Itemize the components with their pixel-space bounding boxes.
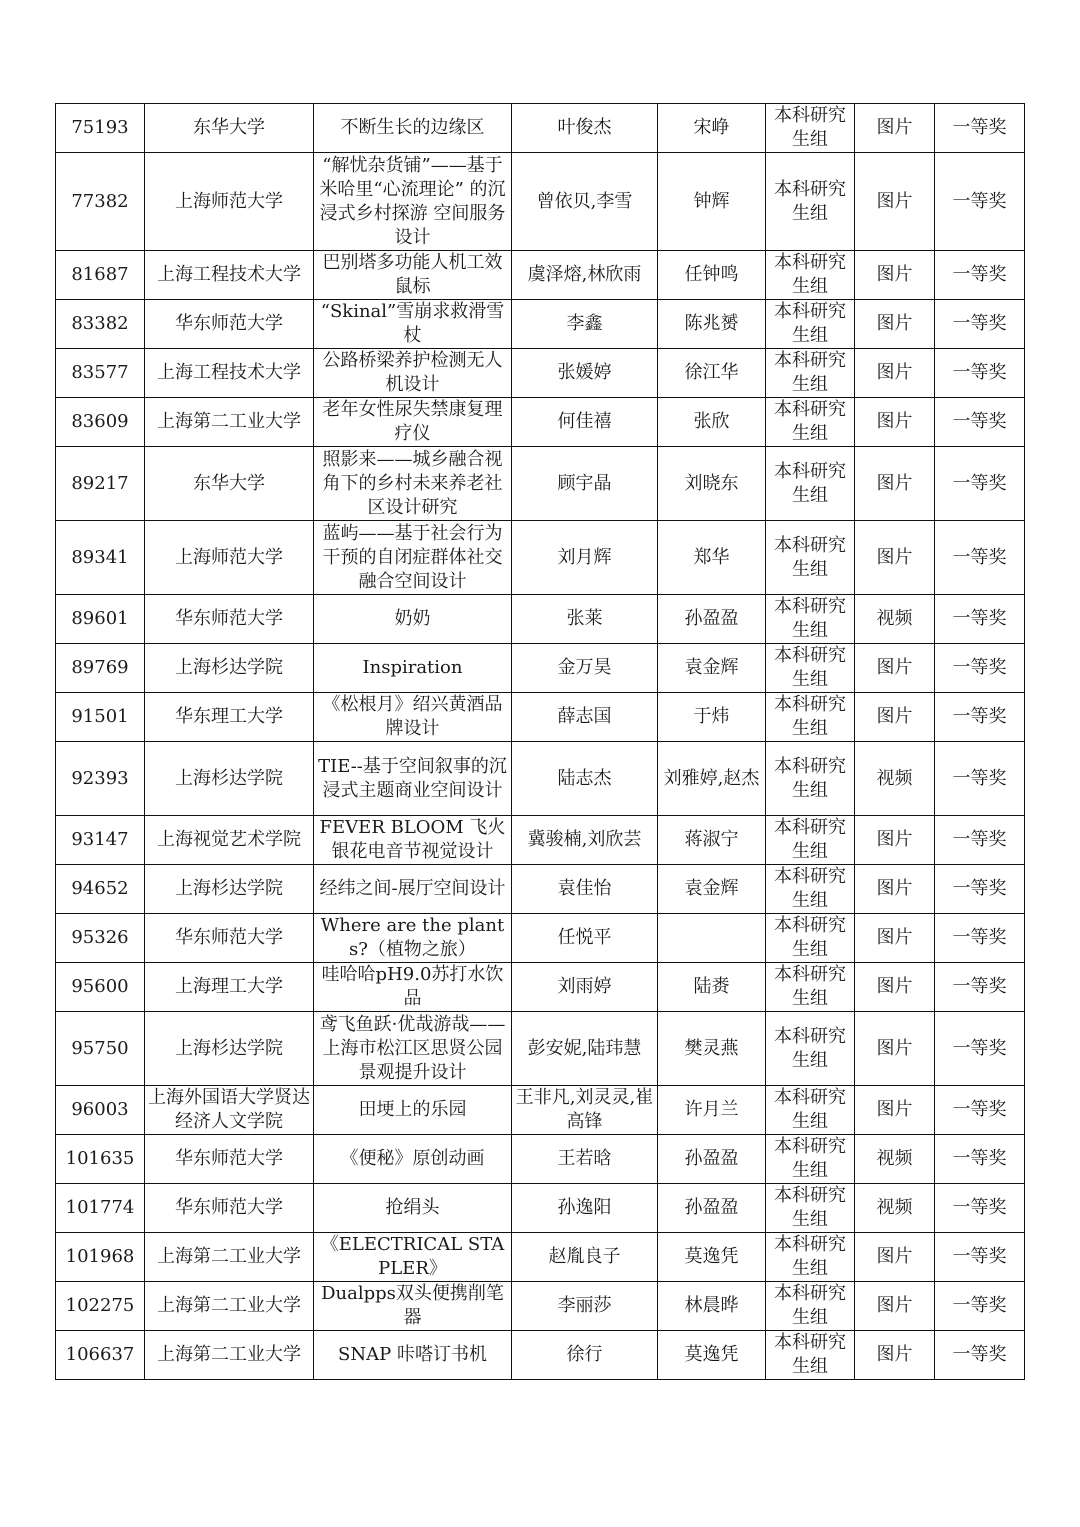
cell-type: 视频 — [855, 1184, 935, 1233]
cell-group: 本科研究生组 — [766, 1012, 855, 1086]
cell-advisor: 钟辉 — [658, 153, 766, 251]
cell-authors: 彭安妮,陆玮慧 — [512, 1012, 658, 1086]
cell-group: 本科研究生组 — [766, 251, 855, 300]
table-row — [56, 693, 1025, 742]
cell-authors: 赵胤良子 — [512, 1233, 658, 1282]
cell-work-title: 巴别塔多功能人机工效鼠标 — [314, 251, 512, 300]
cell-work-title: 《松根月》绍兴黄酒品牌设计 — [314, 693, 512, 742]
cell-group: 本科研究生组 — [766, 1233, 855, 1282]
cell-work-title: 田埂上的乐园 — [314, 1086, 512, 1135]
cell-award: 一等奖 — [935, 816, 1025, 865]
cell-school: 上海第二工业大学 — [145, 1331, 314, 1380]
table-row — [56, 447, 1025, 521]
cell-group: 本科研究生组 — [766, 521, 855, 595]
cell-authors: 李鑫 — [512, 300, 658, 349]
cell-type: 图片 — [855, 521, 935, 595]
cell-work-title: Where are the plants?（植物之旅） — [314, 914, 512, 963]
table-row — [56, 104, 1025, 153]
cell-advisor: 宋峥 — [658, 104, 766, 153]
table-row — [56, 963, 1025, 1012]
cell-authors: 袁佳怡 — [512, 865, 658, 914]
cell-type: 视频 — [855, 1135, 935, 1184]
cell-authors: 刘月辉 — [512, 521, 658, 595]
table-row — [56, 742, 1025, 816]
cell-school: 上海师范大学 — [145, 153, 314, 251]
cell-award: 一等奖 — [935, 1331, 1025, 1380]
cell-advisor: 孙盈盈 — [658, 595, 766, 644]
cell-work-title: 照影来——城乡融合视角下的乡村未来养老社区设计研究 — [314, 447, 512, 521]
cell-advisor: 樊灵燕 — [658, 1012, 766, 1086]
cell-award: 一等奖 — [935, 644, 1025, 693]
cell-advisor: 林晨晔 — [658, 1282, 766, 1331]
cell-type: 图片 — [855, 251, 935, 300]
cell-award: 一等奖 — [935, 742, 1025, 816]
cell-work-id: 89217 — [56, 447, 145, 521]
cell-type: 图片 — [855, 914, 935, 963]
cell-work-id: 101774 — [56, 1184, 145, 1233]
cell-type: 图片 — [855, 1233, 935, 1282]
cell-school: 华东师范大学 — [145, 1135, 314, 1184]
cell-type: 图片 — [855, 963, 935, 1012]
cell-school: 华东理工大学 — [145, 693, 314, 742]
cell-work-id: 101968 — [56, 1233, 145, 1282]
cell-work-title: Inspiration — [314, 644, 512, 693]
cell-type: 图片 — [855, 398, 935, 447]
cell-award: 一等奖 — [935, 251, 1025, 300]
cell-advisor: 孙盈盈 — [658, 1184, 766, 1233]
cell-authors: 任悦平 — [512, 914, 658, 963]
cell-advisor: 刘晓东 — [658, 447, 766, 521]
cell-group: 本科研究生组 — [766, 153, 855, 251]
table-row — [56, 816, 1025, 865]
cell-advisor — [658, 914, 766, 963]
cell-school: 上海第二工业大学 — [145, 398, 314, 447]
table-row — [56, 1331, 1025, 1380]
cell-work-id: 106637 — [56, 1331, 145, 1380]
cell-advisor: 刘雅婷,赵杰 — [658, 742, 766, 816]
table-row — [56, 865, 1025, 914]
cell-type: 图片 — [855, 1012, 935, 1086]
cell-type: 图片 — [855, 104, 935, 153]
cell-group: 本科研究生组 — [766, 349, 855, 398]
cell-group: 本科研究生组 — [766, 1184, 855, 1233]
cell-school: 东华大学 — [145, 447, 314, 521]
cell-school: 上海师范大学 — [145, 521, 314, 595]
table-row — [56, 914, 1025, 963]
cell-work-title: Dualpps双头便携削笔器 — [314, 1282, 512, 1331]
cell-school: 上海理工大学 — [145, 963, 314, 1012]
cell-advisor: 陆赉 — [658, 963, 766, 1012]
cell-award: 一等奖 — [935, 153, 1025, 251]
cell-work-title: “解忧杂货铺”——基于米哈里“心流理论” 的沉浸式乡村探游 空间服务设计 — [314, 153, 512, 251]
cell-work-id: 89769 — [56, 644, 145, 693]
cell-work-title: 抢绢头 — [314, 1184, 512, 1233]
cell-work-id: 89341 — [56, 521, 145, 595]
cell-school: 上海视觉艺术学院 — [145, 816, 314, 865]
cell-work-title: 《ELECTRICAL STAPLER》 — [314, 1233, 512, 1282]
cell-advisor: 陈兆赟 — [658, 300, 766, 349]
award-list-page — [55, 103, 1024, 1380]
cell-type: 图片 — [855, 865, 935, 914]
cell-work-title: 经纬之间-展厅空间设计 — [314, 865, 512, 914]
table-row — [56, 153, 1025, 251]
cell-advisor: 徐江华 — [658, 349, 766, 398]
cell-award: 一等奖 — [935, 1086, 1025, 1135]
cell-work-title: 不断生长的边缘区 — [314, 104, 512, 153]
table-body — [56, 104, 1025, 1380]
cell-award: 一等奖 — [935, 1233, 1025, 1282]
cell-work-id: 83577 — [56, 349, 145, 398]
table-row — [56, 349, 1025, 398]
cell-award: 一等奖 — [935, 595, 1025, 644]
cell-work-title: FEVER BLOOM 飞火银花电音节视觉设计 — [314, 816, 512, 865]
table-row — [56, 521, 1025, 595]
cell-work-id: 93147 — [56, 816, 145, 865]
cell-work-title: 《便秘》原创动画 — [314, 1135, 512, 1184]
cell-type: 图片 — [855, 349, 935, 398]
cell-work-id: 95750 — [56, 1012, 145, 1086]
cell-school: 上海杉达学院 — [145, 865, 314, 914]
cell-work-title: TIE--基于空间叙事的沉浸式主题商业空间设计 — [314, 742, 512, 816]
cell-advisor: 许月兰 — [658, 1086, 766, 1135]
cell-school: 上海杉达学院 — [145, 742, 314, 816]
cell-type: 图片 — [855, 153, 935, 251]
cell-work-id: 95600 — [56, 963, 145, 1012]
cell-school: 华东师范大学 — [145, 1184, 314, 1233]
cell-work-id: 92393 — [56, 742, 145, 816]
cell-work-title: “Skinal”雪崩求救滑雪杖 — [314, 300, 512, 349]
cell-type: 视频 — [855, 742, 935, 816]
cell-award: 一等奖 — [935, 1135, 1025, 1184]
cell-school: 东华大学 — [145, 104, 314, 153]
cell-work-id: 83609 — [56, 398, 145, 447]
cell-advisor: 莫逸凭 — [658, 1331, 766, 1380]
cell-work-id: 89601 — [56, 595, 145, 644]
cell-work-id: 101635 — [56, 1135, 145, 1184]
cell-type: 图片 — [855, 1086, 935, 1135]
cell-authors: 刘雨婷 — [512, 963, 658, 1012]
cell-type: 视频 — [855, 595, 935, 644]
cell-work-title: 哇哈哈pH9.0苏打水饮品 — [314, 963, 512, 1012]
cell-advisor: 袁金辉 — [658, 644, 766, 693]
table-row — [56, 251, 1025, 300]
table-row — [56, 1184, 1025, 1233]
cell-advisor: 于炜 — [658, 693, 766, 742]
cell-advisor: 莫逸凭 — [658, 1233, 766, 1282]
cell-work-title: 老年女性尿失禁康复理疗仪 — [314, 398, 512, 447]
cell-type: 图片 — [855, 1282, 935, 1331]
cell-work-id: 77382 — [56, 153, 145, 251]
cell-type: 图片 — [855, 300, 935, 349]
cell-authors: 金万昊 — [512, 644, 658, 693]
cell-work-title: 奶奶 — [314, 595, 512, 644]
cell-advisor: 袁金辉 — [658, 865, 766, 914]
cell-school: 上海第二工业大学 — [145, 1233, 314, 1282]
cell-work-title: 蓝屿——基于社会行为干预的自闭症群体社交融合空间设计 — [314, 521, 512, 595]
cell-authors: 孙逸阳 — [512, 1184, 658, 1233]
cell-work-id: 75193 — [56, 104, 145, 153]
cell-advisor: 孙盈盈 — [658, 1135, 766, 1184]
cell-authors: 李丽莎 — [512, 1282, 658, 1331]
cell-group: 本科研究生组 — [766, 398, 855, 447]
cell-group: 本科研究生组 — [766, 1135, 855, 1184]
cell-authors: 薛志国 — [512, 693, 658, 742]
cell-authors: 曾依贝,李雪 — [512, 153, 658, 251]
cell-award: 一等奖 — [935, 521, 1025, 595]
cell-group: 本科研究生组 — [766, 693, 855, 742]
cell-group: 本科研究生组 — [766, 300, 855, 349]
cell-group: 本科研究生组 — [766, 914, 855, 963]
cell-work-title: 公路桥梁养护检测无人机设计 — [314, 349, 512, 398]
cell-group: 本科研究生组 — [766, 595, 855, 644]
cell-authors: 何佳禧 — [512, 398, 658, 447]
cell-award: 一等奖 — [935, 398, 1025, 447]
cell-award: 一等奖 — [935, 914, 1025, 963]
cell-group: 本科研究生组 — [766, 742, 855, 816]
cell-group: 本科研究生组 — [766, 1331, 855, 1380]
cell-award: 一等奖 — [935, 693, 1025, 742]
cell-advisor: 张欣 — [658, 398, 766, 447]
cell-authors: 王非凡,刘灵灵,崔高锋 — [512, 1086, 658, 1135]
cell-school: 上海杉达学院 — [145, 1012, 314, 1086]
cell-advisor: 蒋淑宁 — [658, 816, 766, 865]
cell-school: 华东师范大学 — [145, 300, 314, 349]
table-row — [56, 644, 1025, 693]
cell-group: 本科研究生组 — [766, 865, 855, 914]
cell-group: 本科研究生组 — [766, 1282, 855, 1331]
table-row — [56, 1135, 1025, 1184]
cell-work-title: SNAP 咔嗒订书机 — [314, 1331, 512, 1380]
cell-type: 图片 — [855, 644, 935, 693]
cell-authors: 陆志杰 — [512, 742, 658, 816]
cell-school: 上海杉达学院 — [145, 644, 314, 693]
cell-group: 本科研究生组 — [766, 963, 855, 1012]
cell-award: 一等奖 — [935, 963, 1025, 1012]
table-row — [56, 1012, 1025, 1086]
cell-type: 图片 — [855, 447, 935, 521]
table-row — [56, 300, 1025, 349]
cell-authors: 张莱 — [512, 595, 658, 644]
cell-authors: 叶俊杰 — [512, 104, 658, 153]
cell-award: 一等奖 — [935, 865, 1025, 914]
cell-award: 一等奖 — [935, 349, 1025, 398]
cell-type: 图片 — [855, 816, 935, 865]
table-row — [56, 1086, 1025, 1135]
cell-award: 一等奖 — [935, 1012, 1025, 1086]
cell-group: 本科研究生组 — [766, 104, 855, 153]
cell-advisor: 任钟鸣 — [658, 251, 766, 300]
cell-school: 华东师范大学 — [145, 914, 314, 963]
cell-advisor: 郑华 — [658, 521, 766, 595]
cell-authors: 张媛婷 — [512, 349, 658, 398]
table-row — [56, 1233, 1025, 1282]
cell-type: 图片 — [855, 1331, 935, 1380]
cell-authors: 冀骏楠,刘欣芸 — [512, 816, 658, 865]
cell-school: 上海第二工业大学 — [145, 1282, 314, 1331]
table-row — [56, 1282, 1025, 1331]
cell-authors: 王若晗 — [512, 1135, 658, 1184]
table-row — [56, 398, 1025, 447]
cell-award: 一等奖 — [935, 1184, 1025, 1233]
cell-school: 上海工程技术大学 — [145, 251, 314, 300]
cell-award: 一等奖 — [935, 300, 1025, 349]
cell-work-id: 102275 — [56, 1282, 145, 1331]
cell-school: 上海工程技术大学 — [145, 349, 314, 398]
cell-authors: 徐行 — [512, 1331, 658, 1380]
cell-work-id: 95326 — [56, 914, 145, 963]
cell-work-id: 91501 — [56, 693, 145, 742]
cell-school: 上海外国语大学贤达经济人文学院 — [145, 1086, 314, 1135]
cell-authors: 虞泽熔,林欣雨 — [512, 251, 658, 300]
cell-type: 图片 — [855, 693, 935, 742]
cell-work-title: 鸢飞鱼跃·优哉游哉——上海市松江区思贤公园景观提升设计 — [314, 1012, 512, 1086]
cell-authors: 顾宇晶 — [512, 447, 658, 521]
cell-group: 本科研究生组 — [766, 644, 855, 693]
cell-group: 本科研究生组 — [766, 816, 855, 865]
cell-group: 本科研究生组 — [766, 1086, 855, 1135]
cell-award: 一等奖 — [935, 104, 1025, 153]
cell-school: 华东师范大学 — [145, 595, 314, 644]
table-row — [56, 595, 1025, 644]
cell-award: 一等奖 — [935, 447, 1025, 521]
cell-group: 本科研究生组 — [766, 447, 855, 521]
cell-work-id: 83382 — [56, 300, 145, 349]
cell-work-id: 81687 — [56, 251, 145, 300]
award-table — [55, 103, 1025, 1380]
cell-award: 一等奖 — [935, 1282, 1025, 1331]
cell-work-id: 94652 — [56, 865, 145, 914]
cell-work-id: 96003 — [56, 1086, 145, 1135]
